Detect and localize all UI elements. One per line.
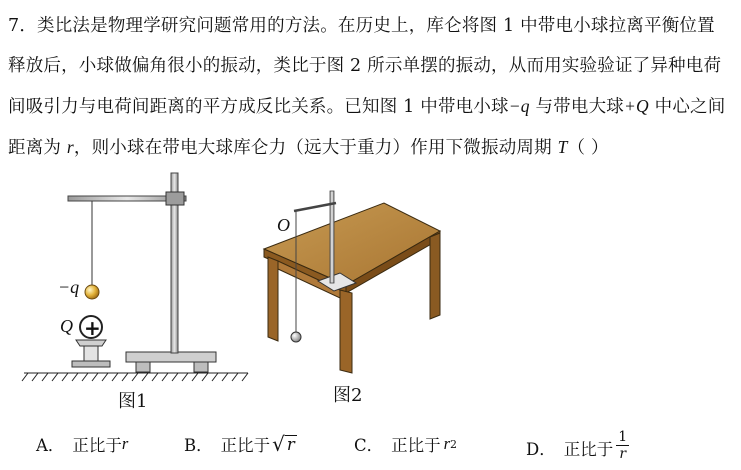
big-charge-label: Q <box>60 316 73 336</box>
figure-2-caption: 图2 <box>333 385 363 406</box>
option-d-numerator: 1 <box>618 429 628 445</box>
figure-1-caption: 图1 <box>118 391 148 412</box>
option-d-fraction <box>616 430 629 461</box>
question-line-3 <box>8 86 736 127</box>
question-line-1-text: 7．类比法是物理学研究问题常用的方法。在历史上，库仑将图 1 中带电小球拉离平衡位置 <box>8 16 715 36</box>
option-a-label: A． <box>36 436 65 455</box>
stand-clamp <box>166 192 184 205</box>
stand-foot-right <box>194 362 208 372</box>
option-c[interactable] <box>354 432 457 456</box>
period-symbol: T <box>557 137 568 157</box>
question-stem <box>8 6 736 168</box>
question-line-2-text: 释放后，小球做偏角很小的振动，类比于图 2 所示单摆的振动，从而用实验验证了异种电荷 <box>8 56 722 76</box>
option-c-text: 正比于 <box>391 436 441 455</box>
option-c-power: 2 <box>450 437 458 451</box>
option-a-math: r <box>121 434 129 453</box>
option-b-label: B． <box>184 436 213 455</box>
small-charge-label: −q <box>58 277 80 297</box>
table-leg-front-left <box>268 257 278 341</box>
pivot-label: O <box>277 215 290 235</box>
small-charged-ball <box>85 285 99 299</box>
pendulum-bob <box>291 332 301 342</box>
plus-sign: + <box>84 316 101 340</box>
sqrt-symbol: √ <box>272 432 285 456</box>
stand-foot-left <box>136 362 150 372</box>
figures-area <box>0 165 741 425</box>
option-a[interactable] <box>36 432 128 456</box>
question-line-4-part-b: ，则小球在带电大球库仑力（远大于重力）作用下微振动周期 <box>73 138 558 158</box>
question-line-3-part-a: 间吸引力与电荷间距离的平方成反比关系。已知图 1 中带电小球 <box>8 97 509 117</box>
option-c-math: r <box>443 434 451 453</box>
option-b-text: 正比于 <box>220 436 271 455</box>
answer-options <box>0 424 741 470</box>
insulator-column <box>84 345 98 361</box>
insulator-cup <box>76 340 106 346</box>
table-leg-back-right <box>430 233 440 319</box>
question-line-1 <box>8 6 736 46</box>
table-leg-front-right <box>340 290 352 373</box>
option-b-math: r <box>286 434 295 454</box>
option-d-text: 正比于 <box>563 439 614 459</box>
distance-symbol: r <box>66 137 74 157</box>
figures-svg <box>0 165 741 425</box>
big-charge-symbol: +Q <box>624 96 649 116</box>
option-d[interactable] <box>526 429 629 463</box>
option-c-label: C． <box>354 436 384 455</box>
figure-1 <box>22 173 248 412</box>
question-line-4 <box>8 127 736 168</box>
insulator-base <box>72 361 110 367</box>
ground-hatch <box>22 373 248 381</box>
figure-2 <box>264 191 440 406</box>
option-a-text: 正比于 <box>72 436 122 455</box>
answer-blank: （ ） <box>567 138 609 158</box>
question-line-3-part-c: 中心之间 <box>648 97 726 117</box>
option-b-sqrt <box>272 434 297 454</box>
small-charge-symbol: −q <box>508 96 530 116</box>
question-line-2 <box>8 46 736 86</box>
option-b[interactable] <box>184 432 297 456</box>
option-d-denominator: r <box>619 446 627 462</box>
question-line-3-part-b: 与带电大球 <box>529 97 624 117</box>
option-d-label: D． <box>526 439 556 459</box>
question-line-4-part-a: 距离为 <box>8 138 67 158</box>
